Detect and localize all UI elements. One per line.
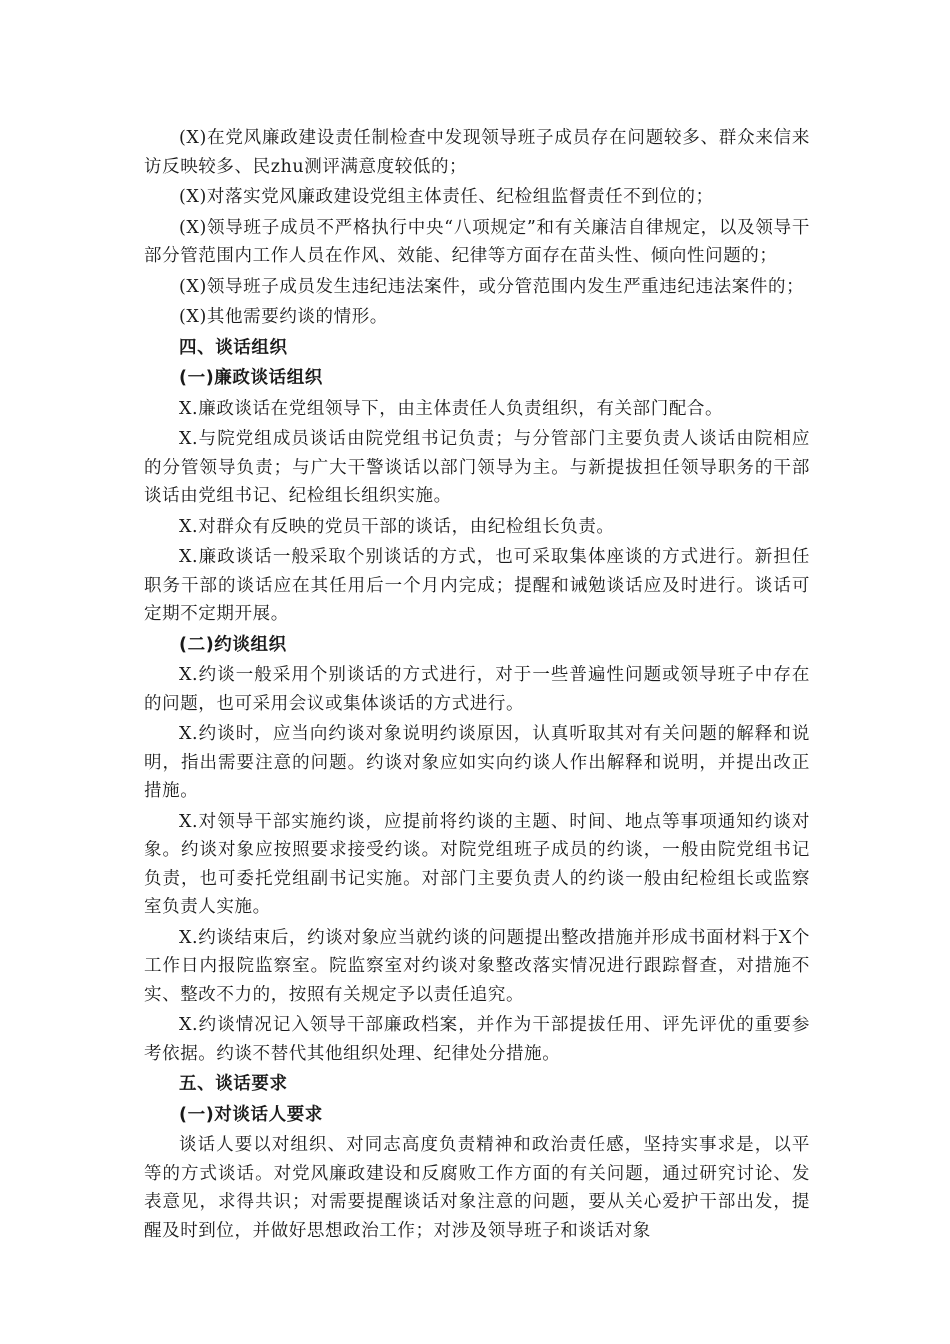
paragraph-p10: X.约谈一般采用个别谈话的方式进行，对于一些普遍性问题或领导班子中存在的问题，也可采用会议或集体谈话的方式进行。 — [144, 665, 810, 714]
paragraph-p3: (X)领导班子成员不严格执行中央“八项规定”和有关廉洁自律规定，以及领导干部分管范围内工作人员在作风、效能、纪律等方面存在苗头性、倾向性问题的； — [144, 217, 810, 266]
section-heading-4: 四、谈话组织 — [179, 337, 288, 358]
paragraph-p2: (X)对落实党风廉政建设党组主体责任、纪检组监督责任不到位的； — [179, 187, 714, 207]
paragraph-p13: X.约谈结束后，约谈对象应当就约谈的问题提出整改措施并形成书面材料于X个工作日内报院监察室。院监察室对约谈对象整改落实情况进行跟踪督查，对措施不实、整改不力的，按照有关规定予以责任追究。 — [144, 927, 810, 1005]
paragraph-p14: X.约谈情况记入领导干部廉政档案，并作为干部提拔任用、评先评优的重要参考依据。约谈不替代其他组织处理、纪律处分措施。 — [144, 1015, 810, 1064]
paragraph-p6: X.廉政谈话在党组领导下，由主体责任人负责组织，有关部门配合。 — [179, 398, 724, 419]
paragraph-p8: X.对群众有反映的党员干部的谈话，由纪检组长负责。 — [179, 516, 615, 537]
paragraph-p1: (X)在党风廉政建设责任制检查中发现领导班子成员存在问题较多、群众来信来访反映较多、民zhu测评满意度较低的； — [144, 128, 810, 177]
section-heading-5: 五、谈话要求 — [179, 1074, 288, 1094]
paragraph-p11: X.约谈时，应当向约谈对象说明约谈原因，认真听取其对有关问题的解释和说明，指出需要注意的问题。约谈对象应如实向约谈人作出解释和说明，并提出改正措施。 — [144, 724, 810, 801]
subsection-heading-1: (一)廉政谈话组织 — [179, 368, 323, 388]
paragraph-p9: X.廉政谈话一般采取个别谈话的方式，也可采取集体座谈的方式进行。新担任职务干部的谈话应在其任用后一个月内完成；提醒和诫勉谈话应及时进行。谈话可定期不定期开展。 — [144, 547, 810, 624]
paragraph-p7: X.与院党组成员谈话由院党组书记负责；与分管部门主要负责人谈话由院相应的分管领导负责；与广大干警谈话以部门领导为主。与新提拔担任领导职务的干部谈话由党组书记、纪检组长组织实施。 — [144, 429, 810, 506]
subsection-heading-2: (二)约谈组织 — [179, 634, 287, 655]
paragraph-p15: 谈话人要以对组织、对同志高度负责精神和政治责任感，坚持实事求是，以平等的方式谈话。对党风廉政建设和反腐败工作方面的有关问题，通过研究讨论、发表意见，求得共识；对需要提醒谈话对象注意的问题，要从关心爱护干部出发，提醒及时到位，并做好思想政治工作；对涉及领导班子和谈话对象 — [144, 1135, 810, 1241]
subsection-heading-3: (一)对谈话人要求 — [179, 1104, 323, 1125]
paragraph-p5: (X)其他需要约谈的情形。 — [179, 307, 388, 327]
paragraph-p12: X.对领导干部实施约谈，应提前将约谈的主题、时间、地点等事项通知约谈对象。约谈对象应按照要求接受约谈。对院党组班子成员的约谈，一般由院党组书记负责，也可委托党组副书记实施。对部门主要负责人的约谈一般由纪检组长或监察室负责人实施。 — [144, 811, 810, 917]
paragraph-p4: (X)领导班子成员发生违纪违法案件，或分管范围内发生严重违纪违法案件的； — [179, 276, 805, 297]
